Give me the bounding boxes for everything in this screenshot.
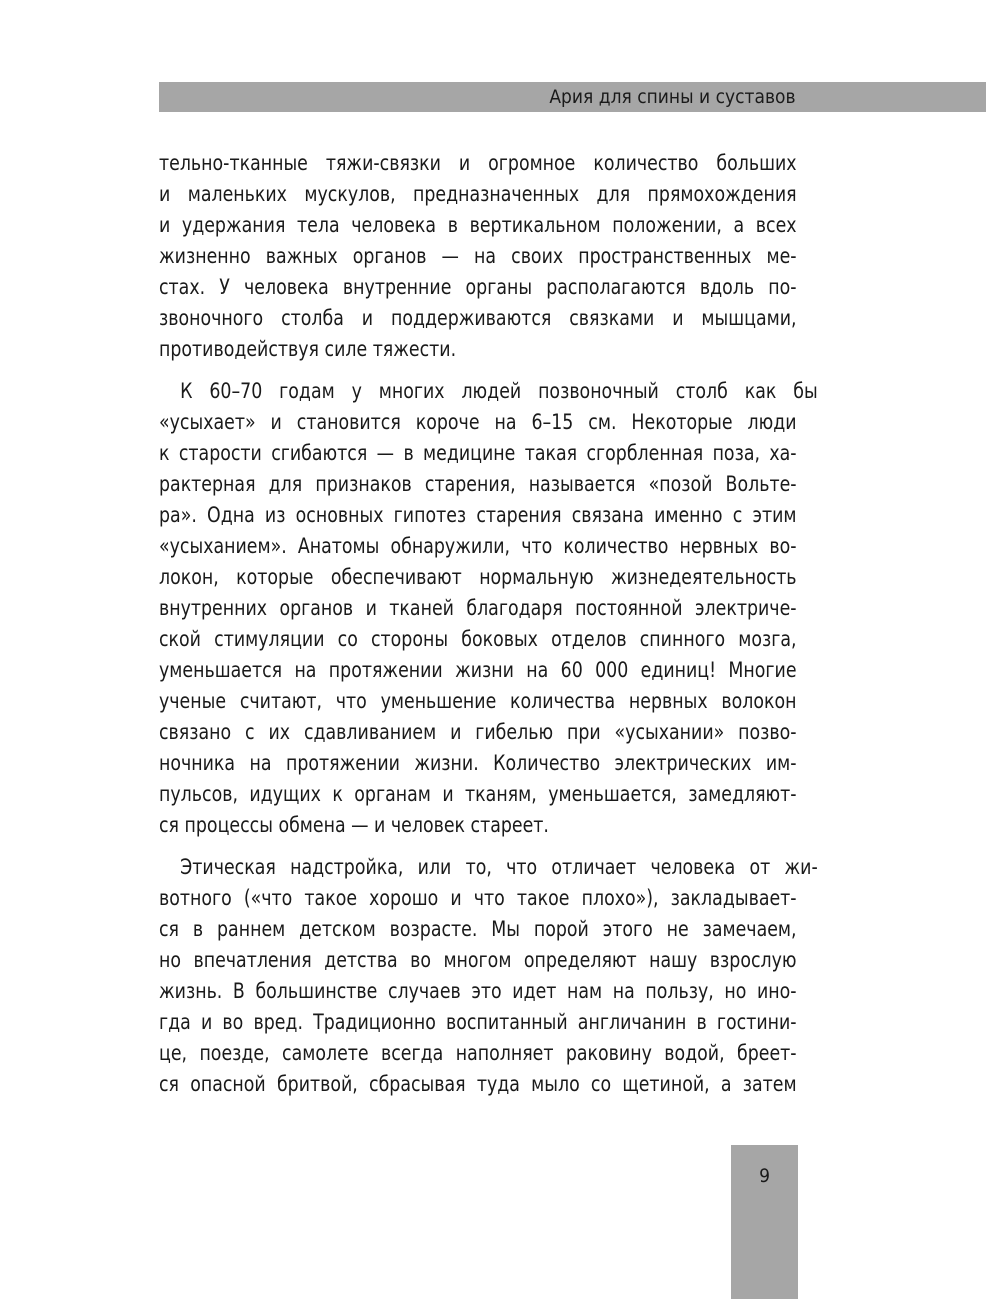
text-line: внутренних органов и тканей благодаря постоянной электриче- (159, 596, 797, 620)
running-header (159, 82, 986, 112)
text-line: но впечатления детства во многом определяют нашу взрослую (159, 948, 797, 972)
text-line: звоночного столба и поддерживаются связками и мышцами, (159, 306, 797, 330)
text-line: связано с их сдавливанием и гибелью при «усыхании» позво- (159, 720, 797, 744)
text-line: к старости сгибаются — в медицине такая сгорбленная поза, ха- (159, 441, 797, 465)
text-line: жизнь. В большинстве случаев это идет нам на пользу, но ино- (159, 979, 797, 1003)
text-line: Этическая надстройка, или то, что отличает человека от жи- (180, 855, 818, 879)
text-line: ночника на протяжении жизни. Количество электрических им- (159, 751, 797, 775)
text-line: ся процессы обмена — и человек стареет. (159, 813, 549, 837)
text-line: и маленьких мускулов, предназначенных для прямохождения (159, 182, 797, 206)
running-header-title: Ария для спины и суставов (549, 86, 796, 108)
text-line: пульсов, идущих к органам и тканям, уменьшается, замедляют- (159, 782, 797, 806)
page-number: 9 (759, 1165, 770, 1187)
paragraph-2 (159, 376, 818, 841)
text-line: тельно-тканные тяжи-связки и огромное количество больших (159, 151, 797, 175)
text-line: К 60–70 годам у многих людей позвоночный столб как бы (180, 379, 818, 403)
paragraph-3 (159, 852, 818, 1100)
text-line: «усыханием». Анатомы обнаружили, что количество нервных во- (159, 534, 797, 558)
text-line: противодействуя силе тяжести. (159, 337, 457, 361)
text-line: вотного («что такое хорошо и что такое плохо»), закладывает- (159, 886, 797, 910)
text-line: рактерная для признаков старения, называется «позой Вольте- (159, 472, 797, 496)
text-line: ся в раннем детском возрасте. Мы порой этого не замечаем, (159, 917, 797, 941)
page-number-tab (731, 1145, 798, 1299)
text-line: уменьшается на протяжении жизни на 60 000 единиц! Многие (159, 658, 797, 682)
text-line: и удержания тела человека в вертикальном положении, а всех (159, 213, 797, 237)
text-line: це, поезде, самолете всегда наполняет раковину водой, бреет- (159, 1041, 797, 1065)
text-line: локон, которые обеспечивают нормальную жизнедеятельность (159, 565, 797, 589)
text-line: жизненно важных органов — на своих пространственных ме- (159, 244, 797, 268)
text-line: стах. У человека внутренние органы располагаются вдоль по- (159, 275, 797, 299)
text-line: ученые считают, что уменьшение количества нервных волокон (159, 689, 797, 713)
text-line: ра». Одна из основных гипотез старения связана именно с этим (159, 503, 797, 527)
text-line: ской стимуляции со стороны боковых отделов спинного мозга, (159, 627, 797, 651)
paragraph-1 (159, 148, 797, 365)
body-text (159, 148, 818, 1100)
text-line: гда и во вред. Традиционно воспитанный англичанин в гостини- (159, 1010, 797, 1034)
text-line: ся опасной бритвой, сбрасывая туда мыло со щетиной, а затем (159, 1072, 797, 1096)
text-line: «усыхает» и становится короче на 6–15 см. Некоторые люди (159, 410, 797, 434)
